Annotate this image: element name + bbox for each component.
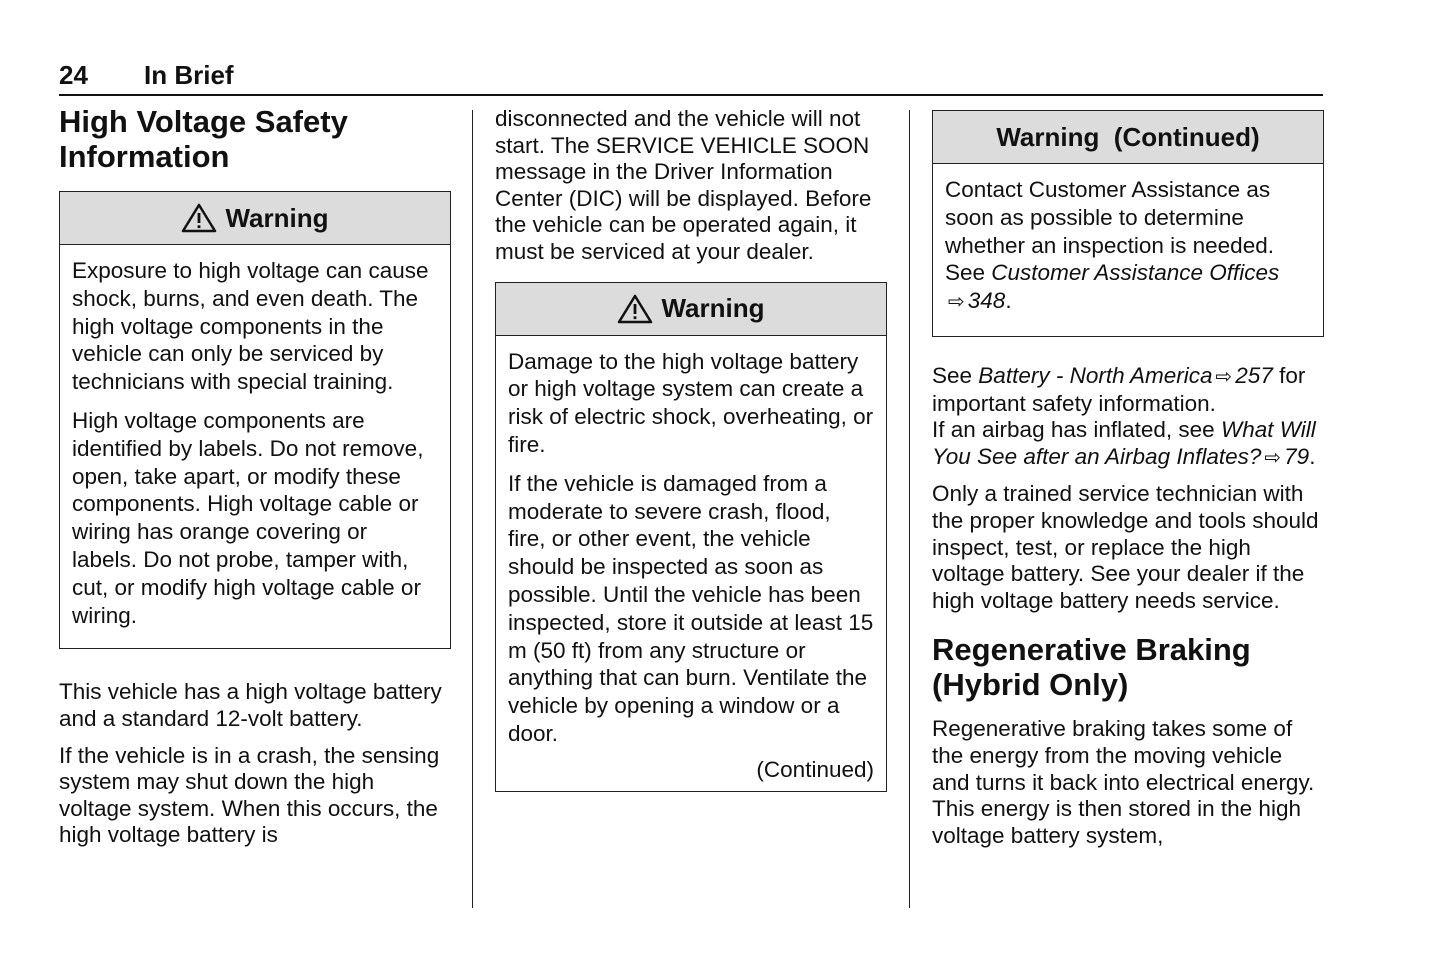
- warning-header: [60, 192, 450, 245]
- warning-paragraph: If the vehicle is damaged from a moderate to severe crash, flood, fire, or other event, the vehicle should be inspected as soon as possible. Until the vehicle has been inspected, store it outside at least 15 m (50 ft) from any structure or anything that can burn. Ventilate the vehicle by opening a window or a door.: [508, 470, 874, 746]
- warning-header: [933, 111, 1323, 164]
- warning-triangle-icon: [181, 203, 217, 233]
- body-paragraph: disconnected and the vehicle will not start. The SERVICE VEHICLE SOON message in the Driver Information Center (DIC) will be displayed. Before the vehicle can be operated again, it must be serviced at your dealer.: [495, 106, 872, 264]
- warning-triangle-icon: [617, 294, 653, 324]
- section-title: In Brief: [144, 60, 234, 90]
- column-3: [932, 110, 1324, 859]
- body-paragraph: This vehicle has a high voltage battery and a standard 12-volt battery.: [59, 679, 442, 731]
- warning-paragraph: High voltage components are identified by labels. Do not remove, open, take apart, or modify these components. High voltage cable or wiring has orange covering or labels. Do not probe, tamper with, cut, or modify high voltage cable or wiring.: [72, 407, 424, 628]
- cross-reference-link[interactable]: Customer Assistance Offices: [991, 260, 1280, 286]
- body-paragraph: Only a trained service technician with the proper knowledge and tools should inspect, test, or replace the high voltage battery. See your dealer if the high voltage battery needs service.: [932, 481, 1319, 613]
- page-reference-arrow-icon: ⇨: [948, 291, 965, 314]
- warning-paragraph: Damage to the high voltage battery or high voltage system can create a risk of electric shock, overheating, or fire.: [508, 348, 874, 457]
- continued-label: (Continued): [756, 756, 874, 782]
- warning-continued-box: [932, 110, 1324, 337]
- column-divider: [909, 110, 910, 908]
- column-2: [495, 106, 887, 792]
- warning-box: [495, 282, 887, 792]
- cross-reference-link[interactable]: What Will You See after an Airbag Inflates?: [932, 417, 1316, 469]
- airbag-reference-paragraph: If an airbag has inflated, see What Will You See after an Airbag Inflates? ⇨ 79.: [932, 417, 1316, 469]
- warning-label: Warning (Continued): [996, 121, 1260, 152]
- warning-label: Warning: [225, 202, 329, 233]
- warning-body: [496, 336, 886, 791]
- warning-body: [933, 164, 1323, 336]
- column-divider: [472, 110, 473, 908]
- page-reference-arrow-icon: ⇨: [1264, 446, 1282, 469]
- high-voltage-heading: High Voltage Safety Information: [59, 104, 348, 174]
- regenerative-braking-heading: Regenerative Braking (Hybrid Only): [932, 632, 1251, 703]
- warning-box: [59, 191, 451, 649]
- body-paragraph: Regenerative braking takes some of the energy from the moving vehicle and turns it back into electrical energy. This energy is then stored in the high voltage battery system,: [932, 716, 1315, 848]
- warning-paragraph: Contact Customer Assistance as soon as possible to determine whether an inspection is needed. See Customer Assistance Offices ⇨ 348.: [945, 177, 1280, 314]
- warning-label: Warning: [661, 293, 765, 324]
- warning-paragraph: Exposure to high voltage can cause shock, burns, and even death. The high voltage components in the vehicle can only be serviced by technicians with special training.: [72, 258, 429, 395]
- page-reference-arrow-icon: ⇨: [1215, 365, 1233, 388]
- page-reference[interactable]: 348: [967, 288, 1006, 314]
- page-reference[interactable]: 257: [1235, 362, 1273, 388]
- page-header: [59, 58, 1323, 96]
- page-number: 24: [59, 60, 88, 90]
- page-reference[interactable]: 79: [1284, 443, 1310, 469]
- body-paragraph: If the vehicle is in a crash, the sensing system may shut down the high voltage system. When this occurs, the high voltage battery is: [59, 742, 440, 848]
- battery-reference-paragraph: See Battery - North America ⇨ 257 for important safety information.: [932, 362, 1306, 416]
- cross-reference-link[interactable]: Battery - North America: [978, 362, 1213, 388]
- warning-body: [60, 245, 450, 648]
- warning-header: [496, 283, 886, 336]
- column-1: [59, 104, 451, 859]
